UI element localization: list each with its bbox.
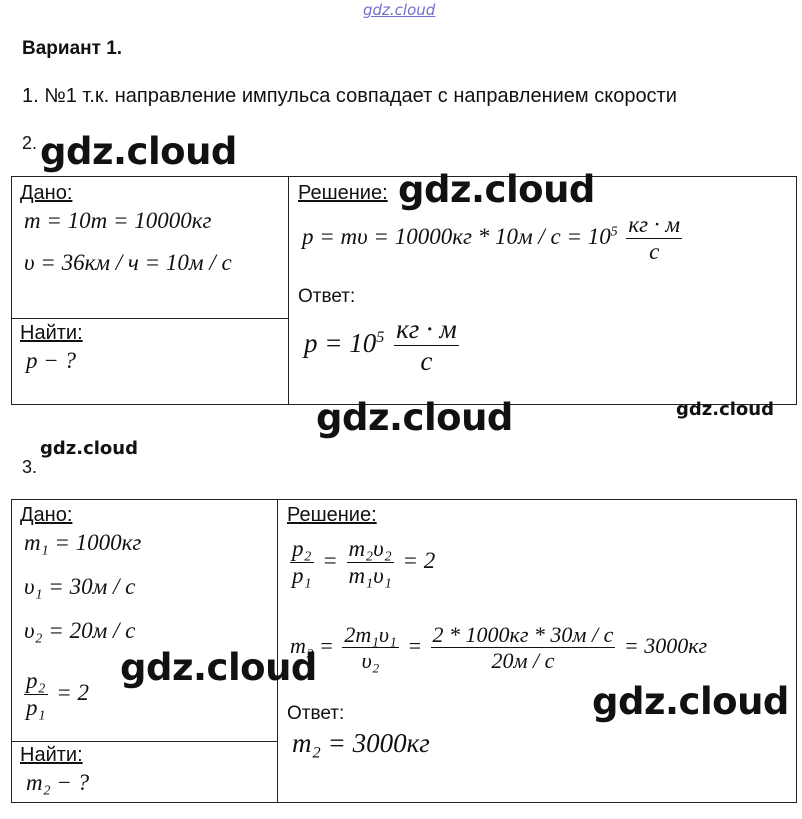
divider <box>11 741 278 742</box>
eq1-val: = 2 <box>402 548 436 574</box>
task3-eq1 <box>290 536 435 590</box>
page-title: Вариант 1. <box>22 38 123 59</box>
task2-solution-label: Решение: <box>298 182 388 204</box>
divider <box>11 318 289 319</box>
ratio-num: p₂ <box>24 668 48 695</box>
ratio-den: p₁ <box>26 695 46 721</box>
eq1-num2: m₂υ₂ <box>347 536 394 563</box>
eq1-frac2 <box>347 536 394 590</box>
ratio-fraction <box>24 668 48 722</box>
eq2-num2: 2 * 1000кг * 30м / с <box>432 622 614 647</box>
watermark: gdz.cloud <box>120 646 317 689</box>
task3-find: m₂ − ? <box>26 770 90 795</box>
task1-text: 1. №1 т.к. направление импульса совпадает с направлением скорости <box>22 85 677 107</box>
eq2-lhs: m₂ = <box>290 632 334 658</box>
divider <box>288 176 289 405</box>
task2-solution-fraction <box>626 212 682 266</box>
watermark: gdz.cloud <box>40 130 237 173</box>
eq1-den1: p₁ <box>292 563 312 589</box>
task2-find-label: Найти: <box>20 322 83 344</box>
task2-solution-lhs: p = mυ = 10000кг * 10м / с = 10 <box>302 224 611 250</box>
task2-answer-num: кг · м <box>394 314 459 346</box>
task3-answer-label: Ответ: <box>287 703 345 724</box>
task3-given-ratio <box>24 668 89 722</box>
task2-given-mass: m = 10т = 10000кг <box>24 208 212 233</box>
task2-solution-num: кг · м <box>626 212 682 239</box>
eq2-frac2 <box>431 622 616 674</box>
task3-given-label: Дано: <box>20 504 73 526</box>
watermark: gdz.cloud <box>592 680 789 723</box>
task3-solution-label: Решение: <box>287 504 377 526</box>
watermark: gdz.cloud <box>316 396 513 439</box>
task2-solution-formula <box>302 212 685 266</box>
task2-answer-lhs: p = 10 <box>304 327 377 358</box>
eq2-val: = 3000кг <box>623 632 708 658</box>
eq2-num1: 2m₁υ₁ <box>344 622 397 647</box>
task3-given-v1: υ₁ = 30м / с <box>24 574 136 599</box>
eq1-frac1 <box>290 536 314 590</box>
eq2-frac1 <box>342 622 398 674</box>
task3-eq2 <box>290 622 707 674</box>
task2-find: p − ? <box>26 348 77 373</box>
eq2-equals: = <box>407 632 423 658</box>
ratio-val: = 2 <box>56 680 90 706</box>
task3-given-v2: υ₂ = 20м / с <box>24 618 136 643</box>
watermark: gdz.cloud <box>398 168 595 211</box>
task2-answer-formula <box>304 314 462 377</box>
watermark-top: gdz.cloud <box>363 1 436 19</box>
task2-answer-den: с <box>420 346 433 377</box>
eq2-den1: υ₂ <box>361 648 380 674</box>
watermark: gdz.cloud <box>676 399 774 420</box>
task2-given-label: Дано: <box>20 182 73 204</box>
task2-solution-exp: 5 <box>610 223 618 239</box>
watermark: gdz.cloud <box>40 438 138 459</box>
task2-answer-fraction <box>394 314 459 377</box>
task2-number: 2. <box>22 133 38 153</box>
eq1-den2: m₁υ₁ <box>348 563 392 589</box>
eq1-equals: = <box>322 548 338 574</box>
task3-given-m1: m₁ = 1000кг <box>24 530 142 555</box>
task2-solution-den: с <box>649 239 660 265</box>
task3-number: 3. <box>22 457 38 477</box>
task2-answer-exp: 5 <box>376 327 385 346</box>
eq2-den2: 20м / с <box>491 648 555 674</box>
task3-answer: m₂ = 3000кг <box>292 728 430 758</box>
task2-answer-label: Ответ: <box>298 286 356 307</box>
task3-find-label: Найти: <box>20 744 83 766</box>
eq1-num1: p₂ <box>290 536 314 563</box>
task2-given-speed: υ = 36км / ч = 10м / с <box>24 250 232 275</box>
